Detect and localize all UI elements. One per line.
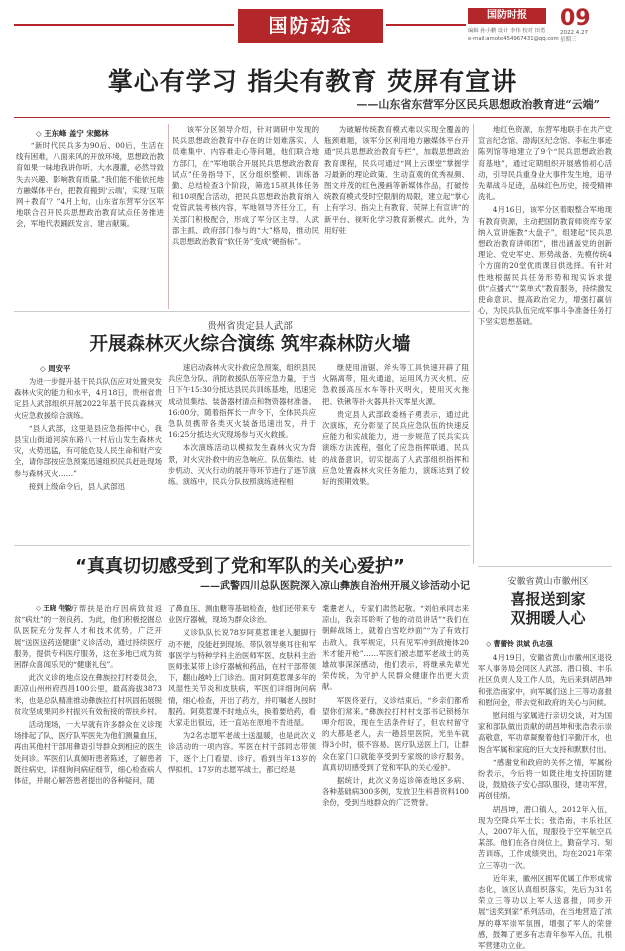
article4-c2-p3: 为2名志愿军老战士送温暖，也是此次义诊活动的一项内容。军医在村干部同志带领下，逐个上门看望、诊疗。看到当年13岁的悍拟机、17岁的志愿军战士，都已经是 [168, 731, 316, 774]
article3-p4: 胡昌坤，潜口镇人，2012年入伍，现为空降兵军士长；张浩南，丰乐社区人，2007年入伍，现服役于空军航空兵某部。他们在各自岗位上，勤奋学习、刻苦训练，工作成绩突出，均在2021年荣立三等功一次。 [478, 804, 612, 870]
editor-credits [468, 27, 559, 43]
column-divider [168, 124, 169, 309]
article2-c2-p1: 速启动森林火灾扑救应急预案，组织县民兵应急分队、消防救援队伍等应急力量，于当日下午15:30分抵达县民兵训练基地，迅速完成动员集结、装备器材清点和物资器材准备。16:00分，随着指挥长一声令下，全体民兵应急队员携带各类灭火装备迅速出发，并于16:25分抵达火灾现场参与灭火救援。 [168, 363, 316, 440]
article4-c3-p1: 耄耋老人，专家们肃然起敬。“刘伯承同志来凉山，我亲耳聆听了他的动员讲话”“我们在朝鲜战场上，就着白雪吃炒面”“为了有效打击敌人，我军规定，只有见军冲到敌掩体20米才能开枪”……军医们被志愿军老战士的英雄故事深深感动，他们表示，将继承先辈光荣传统，为守护人民群众健康作出更大贡献。 [322, 604, 469, 692]
article2-c1-p1: 为进一步提升基干民兵队伍应对处置突发森林火灾的能力和水平，4月18日，贵州省贵定县人武部组织开展2022年基干民兵森林灭火应急救援综合演练。 [14, 377, 162, 420]
article4-c1-p3: 活动现场，一大早就有许多群众在义诊现场排起了队，医疗队军医先为他们测量血压，再由其他村干部用彝语引导群众到相应的医生处问诊。军医们认真倾听患者陈述，了解患者既往病史，详细询问病症细节，细心检查病人体征，并耐心解答患者提出的各种疑问，随 [14, 720, 162, 786]
article4-c1-p2: 此次义诊的地点设在彝族拉打村委员会，距凉山州州府西昌100公里，最高海拔3873米，也是总队精准推动彝族拉打村巩固拓展脱贫攻坚成果同乡村振兴有效衔接的帮扶乡村。 [14, 673, 162, 716]
article2-column-1 [14, 376, 162, 541]
article2-byline: ◇ 周安平 [40, 364, 71, 373]
article2-column-3 [322, 362, 469, 542]
article1-column-1 [16, 140, 164, 300]
article3-headline-line2: 双拥暖人心 [510, 609, 586, 627]
article1-headline: 掌心有学习 指尖有教育 荧屏有宣讲 [107, 67, 518, 96]
page-number: 09 [560, 6, 591, 31]
article4-column-3 [322, 603, 469, 855]
page-header [0, 0, 625, 50]
article1-column-3 [324, 124, 469, 304]
article4-c1-p1: 医疗帮扶是治疗因病致贫返贫“病灶”的一剂良药。为此，他们积极挖掘总队医院充分发挥人才和技术优势，广泛开展“送医送药送健康”义诊活动，通过持续医疗服务，提供专科医疗服务，这在多地已成为贫困群众喜闻乐见的“健康礼包”。 [14, 604, 162, 670]
article4-c3-p3: 据统计，此次义务巡诊筛查地区多病、各种基础病300多例，发放卫生科普资料100余份，受到当地群众的广泛赞誉。 [322, 776, 469, 808]
article3-p1: 4月19日，安徽省黄山市徽州区退役军人事务局会同区人武部、潜口镇、丰乐社区负责人及工作人员，先后来到胡昌坤和张浩南家中，向军属们送上三等功喜报和慰问金，带去党和政府的关心与问候。 [478, 653, 612, 707]
article4-column-2 [168, 603, 316, 855]
article2-c2-p2: 本次演练活动以模拟发生森林火灾为背景，对火灾扑救中的应急响应、队伍集结、徒步机动、灭火行动的展开等环节进行了逐节演练。演练中，民兵分队按照演练进程相 [168, 443, 316, 487]
article4-c2-p2: 义诊队队长说78岁阿莫惹课老人腿脚行动不便，没能赶到现场。带队领导奥耳住和军事医学与特种学科主治医师军医、皮肤科主治医师张某带上诊疗器械和药品，在村干部带领下，翻山越岭上门诊治。面对阿莫惹课多年的风湿性关节炎和皮肤病，军医们详细询问病情，细心检查，开出了药方，并叮嘱老人按时服药。阿莫惹课不时地点头，换着要给药，看大家走出很远，还一直站在原地不肯进屋。 [168, 628, 316, 728]
article2-c1-p2: “县人武部，这里是县应急指挥中心，我县宝山街道河滨东路八一村后山发生森林火灾，火势迅猛，有可能危及人民生命和财产安全，请你部按应急预案迅速组织民兵赶赴现场参与森林灭火……” [14, 423, 162, 478]
article1-c2-p1: 该军分区领导介绍，针对调研中发现的民兵思想政治教育中存在的计划难落实、人员难集中、内容难走心等问题，他们联合地方部门，在“军地联合开展民兵思想政治教育试点”任务指导下，区分组织整顿、训练备勤、总结检查3个阶段，筛选15项具体任务和10项配合活动，把民兵思想政治教育纳入党管武装考核内容，军地领导齐任分工，有关部门积极配合，形成了军分区主导、人武部主抓、政府部门参与的“大”格局，推动民兵思想政治教育“软任务”变成“硬指标”。 [172, 125, 319, 247]
article3-column [478, 652, 612, 951]
editor-email: e-mail:amote454967431@qq.com [468, 36, 559, 42]
article3-byline: ◇ 曹蕾铃 洪斌 仇志强 [486, 640, 553, 648]
section-title: 国防动态 [238, 9, 383, 43]
weekday-text: 星期三 [560, 37, 577, 43]
article2-kicker: 贵州省贵定县人武部 [207, 321, 293, 332]
article1-subheadline: ——山东省东营军分区民兵思想政治教育进“云端” [356, 98, 600, 111]
article1-byline: ◇ 王东峰 盖宁 宋懿林 [36, 129, 109, 138]
editor-line: 编辑 孙小鹏 设计 李伟 校对 田勇 [468, 28, 546, 34]
column-divider-right [473, 124, 474, 564]
article4-column-1 [14, 603, 162, 855]
article1-c4-p2: 4月16日，该军分区着眼整合军地现有教育资源，主动把国防教育师资库专家纳入宣讲施教“大盘子”，组建起“民兵思想政治教育讲师团”，推出涵盖党的创新理论、党史军史、形势战备、先模传统4个方面的20堂优质课目供选择。有针对性地根据民兵任务形势和现实诉求提供“点播式”“菜单式”教育服务，持续激发使命意识、提高政治定力，增强打赢信心，为民兵队伍完成军事斗争准备任务打下坚实思想基础。 [478, 205, 612, 327]
article1-column-4 [478, 124, 612, 564]
article2-c1-p3: 接到上级命令后，县人武部迅 [28, 481, 125, 491]
article1-divider [14, 117, 610, 118]
article3-p5: 近年来，徽州区拥军优属工作形成常态化，该区认真组织落实，先后为31名荣立三等功以上军人送喜报，同步开展“送奖到家”系列活动，在当地营造了浓厚的尊军崇军氛围，增强了军人的荣誉感，鼓舞了更多有志青年参军入伍，扎根军营建功立业。 [478, 873, 612, 951]
article4-headline: “真真切切感受到了党和军队的关心爱护” [75, 556, 405, 577]
header-rule-right [386, 24, 466, 26]
issue-date [560, 30, 588, 44]
article1-c1-p1: “新时代民兵多为90后、00后，生活在线有困难，八面来风的开放环境，思想政治教育如果一味地我讲你听、大水漫灌，必然导致失去兴趣、影响教育质量。”我们能不能依托地方融媒体平台，把教育搬到‘云端’，实现‘互联网＋教育’？”4月上旬，山东省东营军分区军地联合召开民兵思想政治教育试点任务推进会，军地代表踊跃发言、建言献策。 [16, 141, 164, 229]
masthead-logo: 国防时报 [468, 8, 546, 24]
article3-divider [478, 566, 612, 567]
article1-column-2 [172, 124, 319, 304]
article2-column-2 [168, 362, 316, 542]
article4-subheadline: ——武警四川总队医院深入凉山彝族自治州开展义诊活动小记 [200, 581, 470, 592]
article1-c3-p1: 为破解传统教育模式难以实现全覆盖的瓶颈难题，该军分区利用地方融媒体平台开通“民兵思想政治教育专栏”，加载思想政治教育课程，民兵可通过“网上云课堂”掌握学习最新的理论政策、生动直观的优秀视频、图文并茂的红色漫画等新媒体作品，打破传统教育模式受时空限制的局限，建立起“掌心上有学习、指尖上有教育、荧屏上有宣讲”的新平台、视听化学习教育新模式。此外，为用好驻 [324, 125, 469, 235]
header-rule-left [14, 24, 234, 26]
article3-p2: 慰问组与家属进行亲切交谈，对为国家和部队做出贡献的胡昌坤和张浩表示崇高敬意，军功章凝聚着他们辛勤汗水，也饱含军属和家庭的巨大支持和默默付出。 [478, 711, 612, 754]
article2-c3-p1: 继使用油锯、斧头等工具快速开辟了阻火隔离带，阻火通道，运用风力灭火机、应急救援高压水车等扑灭明火，使用灭火拖把、铁锹等扑火器具扑灭零星火源。 [322, 363, 469, 406]
article4-c3-p2: 军医佟亚行，义诊结束后，“乡亲们都希望你们常来。”彝族拉打村村支部书记锁杨尔呷介绍说，现在生活条件好了，但农村留守的大都是老人，去一趟县里医院，光坐车就得3小时，很不容易。医疗队送医上门，让群众在家门口就能享受到专家级的诊疗服务，真真切切感受到了党和军队的关心爱护。 [322, 695, 469, 772]
article4-c2-p1: 了鼻血压、测血糖等基础检查，他们还带来专业医疗器械，现场为群众诊治。 [168, 604, 316, 625]
article3-p3: “感谢党和政府的关怀之情，军属纷纷表示，今后将一如既往地支持国防建设，鼓励孩子安心部队服役，建功军营，再创佳绩。 [478, 757, 612, 801]
article4-divider [14, 545, 470, 546]
article2-headline: 开展森林灭火综合演练 筑牢森林防火墙 [89, 334, 411, 355]
date-text: 2022.4.27 [560, 30, 588, 36]
article3-kicker: 安徽省黄山市徽州区 [507, 577, 589, 587]
article3-headline [478, 590, 618, 628]
article2-c3-p2: 贵定县人武部政委杨子勇表示，通过此次演练，充分彰显了民兵应急队伍的快速反应能力和实战能力，进一步规范了民兵实兵演练方法流程，强化了应急指挥联通、民兵的战备意识，切实提高了人武部组织指挥和应急处置森林火灾任务能力，演练达到了较好的预期效果。 [322, 409, 469, 487]
article1-c4-p1: 地红色资源，东营军地联手在共产党宣言纪念馆、渤海区纪念馆、李耘生事迹陈列馆等地建立了9个“民兵思想政治教育基地”，通过定期组织开展感悟初心活动，引导民兵重身业大事件发生地，追寻先辈战斗足迹，品味红色历史，接受精神洗礼。 [478, 125, 612, 202]
article2-divider [14, 311, 470, 312]
article4-byline: ◇ 王晓 牛锐 [36, 604, 72, 612]
article3-headline-line1: 喜报送到家 [510, 590, 586, 608]
